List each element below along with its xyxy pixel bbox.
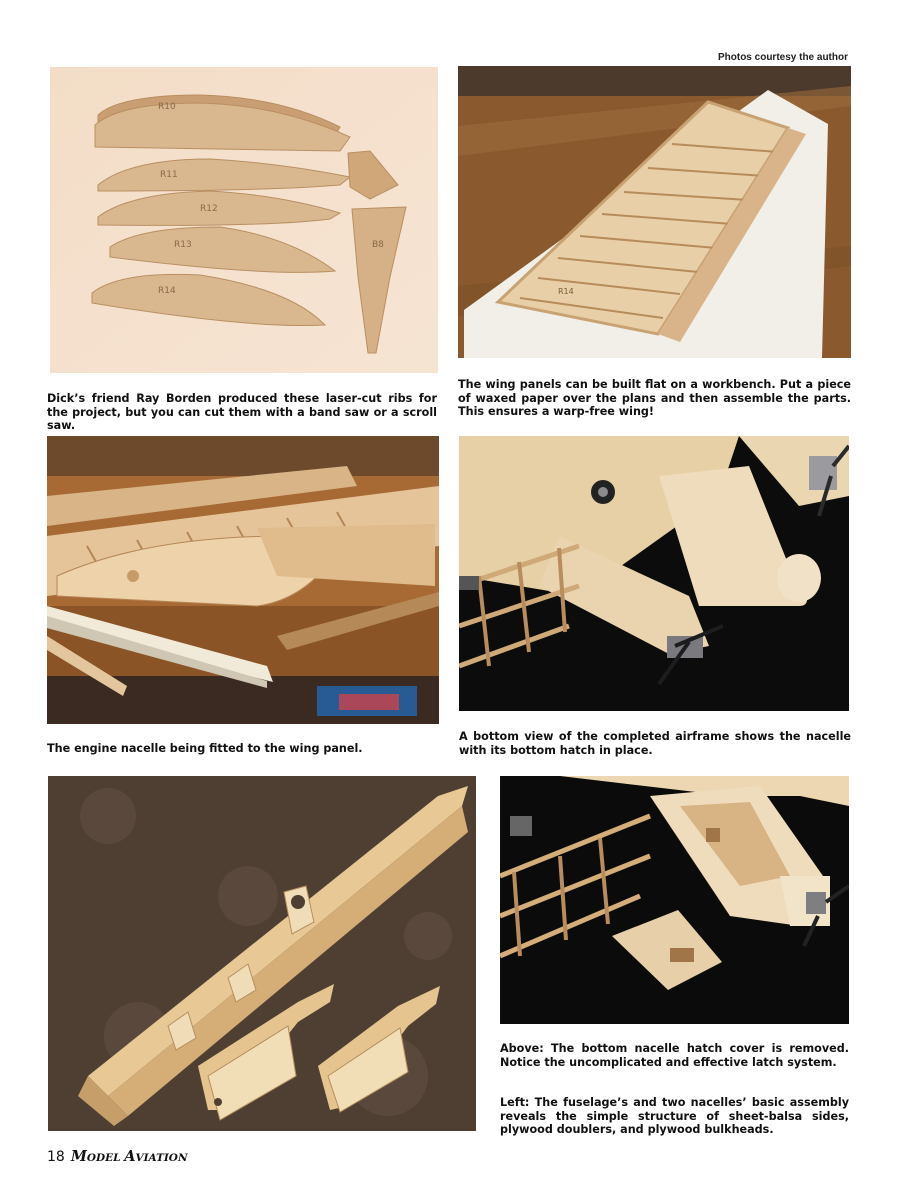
publication-name: MODEL AVIATION: [70, 1148, 188, 1165]
caption-ribs: Dick’s friend Ray Borden produced these laser-cut ribs for the project, but you can cut them with a band saw or a scroll saw.: [47, 392, 437, 432]
caption-wing-panels: The wing panels can be built flat on a workbench. Put a piece of waxed paper over the plans and then assemble the parts. This ensures a warp-free wing!: [458, 378, 851, 418]
photo-airframe-bottom-view: [459, 436, 849, 711]
rib-label-r13: R13: [174, 240, 192, 250]
rib-label-r10: R10: [158, 102, 176, 112]
photo-credit: Photos courtesy the author: [717, 52, 848, 63]
caption-fuselage: Left: The fuselage’s and two nacelles’ basic assembly reveals the simple structure of sheet-balsa sides, plywood doublers, and plywood bulkheads.: [500, 1096, 849, 1136]
rib-label-r12: R12: [200, 204, 218, 214]
wing-rib-label: R14: [558, 287, 574, 296]
caption-bottom-view: A bottom view of the completed airframe shows the nacelle with its bottom hatch in place.: [459, 730, 851, 757]
photo-nacelle-hatch-removed: [500, 776, 849, 1024]
rib-label-r14: R14: [158, 286, 176, 296]
rib-label-r11: R11: [160, 170, 178, 180]
photo-nacelle-fitting: [47, 436, 439, 724]
rib-label-b8: B8: [372, 240, 384, 250]
photo-fuselage-assembly: [48, 776, 476, 1131]
page-footer: [47, 1148, 188, 1165]
photo-laser-cut-ribs: [50, 67, 438, 373]
caption-nacelle-fitting: The engine nacelle being fitted to the wing panel.: [47, 742, 363, 755]
photo-wing-panel-workbench: [458, 66, 851, 358]
caption-hatch-removed: Above: The bottom nacelle hatch cover is removed. Notice the uncomplicated and effective latch system.: [500, 1042, 849, 1069]
page-number: 18: [47, 1149, 65, 1165]
